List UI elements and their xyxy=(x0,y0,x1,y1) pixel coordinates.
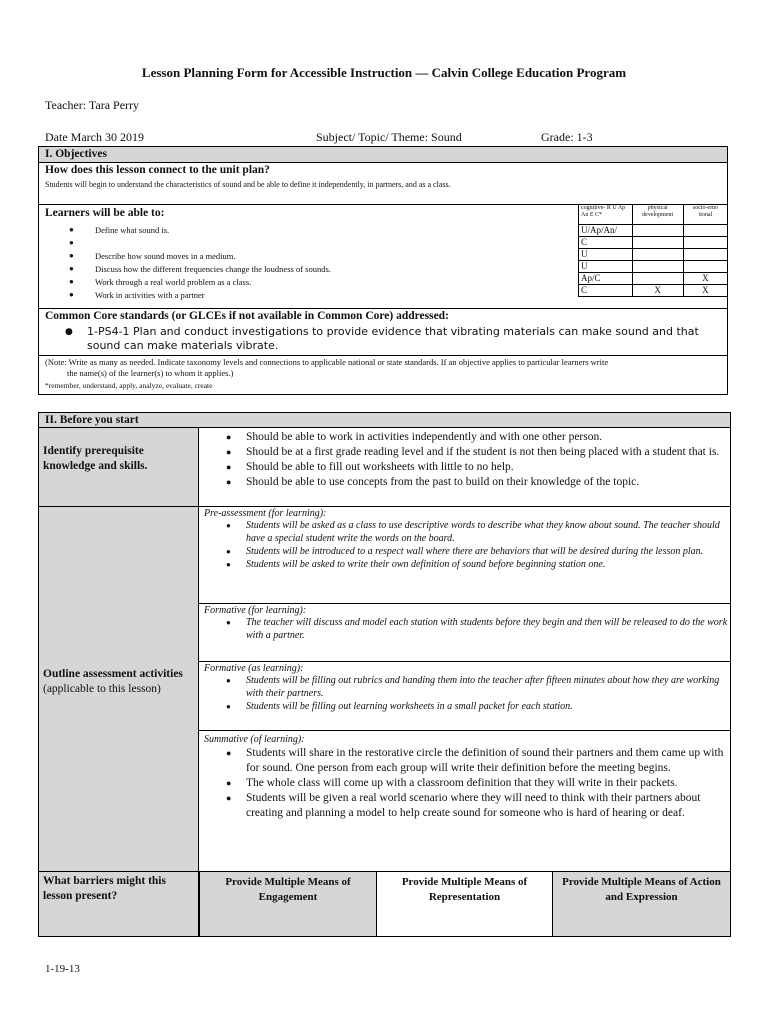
prereq-item: ● Should be able to fill out worksheets with little to no help. xyxy=(199,460,729,475)
pre-assessment-item: ● Students will be asked to write their own definition of sound before beginning station one. xyxy=(199,558,729,571)
objective-item: ● Discuss how the different frequencies change the loudness of sounds. xyxy=(69,264,569,277)
summative-heading: Summative (of learning): xyxy=(204,734,305,745)
formative-for-heading: Formative (for learning): xyxy=(204,605,307,616)
assessment-label-cell xyxy=(39,507,199,871)
note-line-1: (Note: Write as many as needed. Indicate taxonomy levels and connections to applicable national or state standards. If an objective applies to particular learners write xyxy=(45,357,609,367)
formative-for-list xyxy=(199,616,729,642)
pre-assessment-heading: Pre-assessment (for learning): xyxy=(204,508,327,519)
objective-item: ● Define what sound is. xyxy=(69,225,569,238)
soc-cell xyxy=(683,261,727,273)
assessment-label-block xyxy=(43,667,193,697)
formative-as-list xyxy=(199,674,729,713)
lesson-date: Date March 30 2019 xyxy=(45,130,144,144)
cog-cell: U xyxy=(579,249,633,261)
cog-cell: C xyxy=(579,237,633,249)
summative-item: ● Students will be given a real world scenario where they will need to think with their partners about creating and planning a model to help create sound for someone who is hard of hearing or deaf. xyxy=(199,791,729,821)
unit-plan-question: How does this lesson connect to the unit plan? xyxy=(45,164,270,176)
bullet-icon: ● xyxy=(65,327,73,337)
lesson-subject: Subject/ Topic/ Theme: Sound xyxy=(316,130,462,144)
formative-for-item: ● The teacher will discuss and model each station with students before they begin and then will be released to do the work with a partner. xyxy=(199,616,729,642)
objective-item: ● Describe how sound moves in a medium. xyxy=(69,251,569,264)
soc-cell: X xyxy=(683,273,727,285)
formative-as-item: ● Students will be filling out learning worksheets in a small packet for each station. xyxy=(199,700,729,713)
soc-cell xyxy=(683,225,727,237)
cog-cell: U/Ap/An/ xyxy=(579,225,633,237)
taxonomy-table xyxy=(578,204,728,297)
objectives-section xyxy=(38,146,728,395)
summative-item: ● Students will share in the restorative circle the definition of sound their partners and them came up with for sound. One person from each group will write their definition before the meeting begins. xyxy=(199,746,729,776)
means-representation: Provide Multiple Means of Representation xyxy=(376,872,552,936)
common-core-heading: Common Core standards (or GLCEs if not available in Common Core) addressed: xyxy=(45,310,449,322)
unit-plan-answer: Students will begin to understand the characteristics of sound and be able to define it independently, in partners, and as a class. xyxy=(45,180,451,189)
summative-list xyxy=(199,746,729,821)
phys-cell xyxy=(632,249,683,261)
phys-cell xyxy=(632,261,683,273)
summative-item: ● The whole class will come up with a classroom definition that they will write in their packets. xyxy=(199,776,729,791)
form-title: Lesson Planning Form for Accessible Instruction — Calvin College Education Program xyxy=(141,65,627,80)
prereq-item: ● Should be able to use concepts from the past to build on their knowledge of the topic. xyxy=(199,475,729,490)
soc-cell xyxy=(683,249,727,261)
prereq-list xyxy=(199,430,729,490)
prereq-item: ● Should be at a first grade reading level and if the student is not then being placed with a student that is. xyxy=(199,445,729,460)
formative-as-item: ● Students will be filling out rubrics and handing them into the teacher after fifteen minutes about how they are working with their partners. xyxy=(199,674,729,700)
learners-heading: Learners will be able to: xyxy=(45,207,165,219)
means-action-expression: Provide Multiple Means of Action and Expression xyxy=(552,872,730,936)
col-cognitive: cognitive- R U Ap An E C* xyxy=(579,205,633,225)
formative-as-heading: Formative (as learning): xyxy=(204,663,304,674)
cog-cell: U xyxy=(579,261,633,273)
objective-item: ● Work through a real world problem as a class. xyxy=(69,277,569,290)
soc-cell xyxy=(683,237,727,249)
assessment-label: Outline assessment activities xyxy=(43,668,183,680)
objective-item-spacer xyxy=(69,238,569,251)
barriers-label-cell xyxy=(39,872,199,936)
formative-for-cell xyxy=(199,604,729,661)
prereq-item: ● Should be able to work in activities independently and with one other person. xyxy=(199,430,729,445)
before-start-heading: II. Before you start xyxy=(39,413,730,428)
form-version: 1-19-13 xyxy=(45,963,80,975)
common-core-item xyxy=(65,325,725,353)
soc-cell: X xyxy=(683,285,727,297)
cog-cell: Ap/C xyxy=(579,273,633,285)
pre-assessment-cell xyxy=(199,507,729,603)
col-physical: physical development xyxy=(632,205,683,225)
phys-cell xyxy=(632,225,683,237)
summative-cell xyxy=(199,731,729,871)
means-engagement: Provide Multiple Means of Engagement xyxy=(199,872,376,936)
phys-cell xyxy=(632,237,683,249)
grade-level: Grade: 1-3 xyxy=(541,130,593,144)
formative-as-cell xyxy=(199,662,729,730)
cog-cell: C xyxy=(579,285,633,297)
common-core-text: 1-PS4-1 Plan and conduct investigations to provide evidence that vibrating materials can make sound and that sound can make materials vibrate. xyxy=(87,325,699,352)
prereq-content xyxy=(199,430,729,490)
footnote: *remember, understand, apply, analyze, evaluate, create xyxy=(45,381,213,390)
phys-cell: X xyxy=(632,285,683,297)
prereq-label-cell xyxy=(39,428,199,506)
pre-assessment-item: ● Students will be introduced to a respect wall where there are behaviors that will be desired during the lesson plan. xyxy=(199,545,729,558)
teacher-name: Teacher: Tara Perry xyxy=(45,98,140,112)
objectives-heading: I. Objectives xyxy=(39,147,727,163)
pre-assessment-list xyxy=(199,519,729,571)
phys-cell xyxy=(632,273,683,285)
before-you-start-section xyxy=(38,412,731,937)
col-socio: socio-emo tional xyxy=(683,205,727,225)
objective-item: ● Work in activities with a partner xyxy=(69,290,569,303)
note-line-2: the name(s) of the learner(s) to whom it applies.) xyxy=(67,368,234,378)
assessment-sublabel: (applicable to this lesson) xyxy=(43,683,161,695)
prereq-label: Identify prerequisite knowledge and skills. xyxy=(43,445,148,472)
pre-assessment-item: ● Students will be asked as a class to use descriptive words to describe what they know about sound. The teacher should have a special student write the words on the board. xyxy=(199,519,729,545)
objectives-list xyxy=(69,225,569,303)
barriers-label: What barriers might this lesson present? xyxy=(43,875,166,902)
